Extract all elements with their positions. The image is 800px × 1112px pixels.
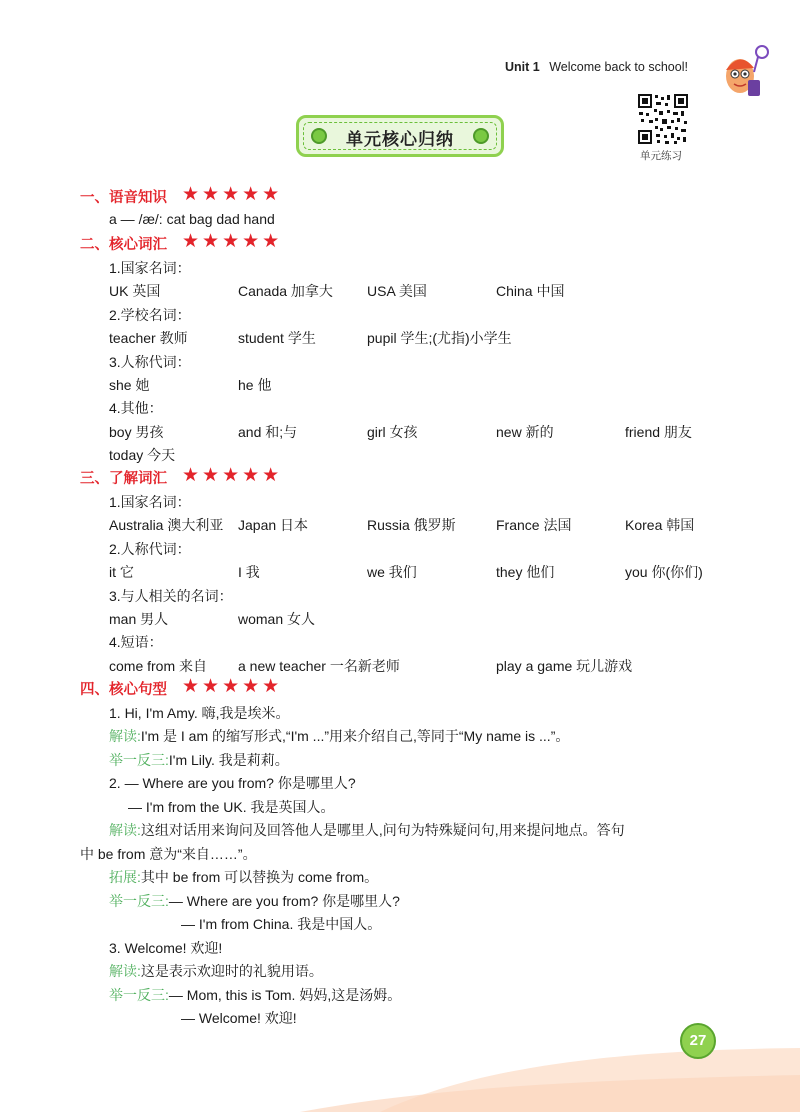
unit-number: Unit 1 (505, 60, 540, 74)
vocab-item: France 法国 (496, 517, 572, 533)
explain-label: 解读: (109, 728, 141, 744)
sentence-line: 1. Hi, I'm Amy. 嗨,我是埃米。 (109, 705, 290, 721)
star-rating-icon: ★★★★★ (182, 230, 283, 252)
vocab-item: USA 美国 (367, 283, 427, 299)
vocab-item: new 新的 (496, 424, 554, 440)
sentence-line: — Welcome! 欢迎! (181, 1010, 297, 1026)
qr-code-icon[interactable] (637, 93, 689, 145)
page-title: 单元核心归纳 (346, 130, 454, 150)
star-rating-icon: ★★★★★ (182, 675, 283, 697)
explain-text: 这是表示欢迎时的礼貌用语。 (140, 963, 323, 979)
vocab-item: teacher 教师 (109, 330, 188, 346)
subheading: 4.其他： (109, 400, 163, 416)
sentence-line: 2. — Where are you from? 你是哪里人? (109, 775, 356, 791)
vocab-item: China 中国 (496, 283, 565, 299)
star-rating-icon: ★★★★★ (182, 464, 283, 486)
phonics-line: a — /æ/: cat bag dad hand (109, 211, 275, 227)
subheading: 1.国家名词： (109, 494, 191, 510)
sentence-line: 中 be from 意为“来自……”。 (80, 846, 257, 862)
section-title-extra-vocab: 三、了解词汇 (80, 471, 167, 487)
vocab-item: it 它 (109, 564, 134, 580)
vocab-item: you 你(你们) (625, 564, 703, 580)
qr-label: 单元练习 (640, 150, 682, 162)
example-label: 举一反三: (109, 893, 169, 909)
vocab-item: girl 女孩 (367, 424, 418, 440)
sentence-line (109, 750, 289, 770)
subheading: 3.人称代词： (109, 354, 191, 370)
subheading: 1.国家名词： (109, 260, 191, 276)
vocab-item: boy 男孩 (109, 424, 164, 440)
explain-text: I'm 是 I am 的缩写形式,“I'm ...”用来介绍自己,等同于“My name is ...”。 (140, 728, 570, 744)
vocab-item: he 他 (238, 377, 272, 393)
sentence-line: 3. Welcome! 欢迎! (109, 940, 223, 956)
section-title-core-vocab: 二、核心词汇 (80, 237, 167, 253)
vocab-item: UK 英国 (109, 283, 161, 299)
explain-text: 这组对话用来询问及回答他人是哪里人,问句为特殊疑问句,用来提问地点。答句 (140, 822, 625, 838)
section-title-key-sentences: 四、核心句型 (80, 682, 167, 698)
vocab-item: play a game 玩儿游戏 (496, 658, 633, 674)
mascot-icon (718, 42, 770, 102)
vocab-item: man 男人 (109, 611, 169, 627)
vocab-item: pupil 学生;(尤指)小学生 (367, 330, 512, 346)
vocab-item: woman 女人 (238, 611, 316, 627)
subheading: 2.人称代词： (109, 541, 191, 557)
vocab-item: we 我们 (367, 564, 417, 580)
explain-label: 解读: (109, 963, 141, 979)
section-title-phonics: 一、语音知识 (80, 190, 167, 206)
vocab-item: she 她 (109, 377, 150, 393)
sentence-line (109, 820, 625, 840)
explain-label: 解读: (109, 822, 141, 838)
vocab-item: and 和;与 (238, 424, 298, 440)
example-label: 举一反三: (109, 987, 169, 1003)
vocab-item: Japan 日本 (238, 517, 309, 533)
vocab-item: today 今天 (109, 447, 176, 463)
vocab-item: Australia 澳大利亚 (109, 517, 224, 533)
sentence-line (109, 867, 378, 887)
extension-label: 拓展: (109, 869, 141, 885)
sentence-line: — I'm from China. 我是中国人。 (181, 916, 382, 932)
vocab-item: Russia 俄罗斯 (367, 517, 456, 533)
star-rating-icon: ★★★★★ (182, 183, 283, 205)
vocab-item: student 学生 (238, 330, 316, 346)
sentence-line (109, 891, 400, 911)
vocab-item: Korea 韩国 (625, 517, 695, 533)
subheading: 2.学校名词： (109, 307, 191, 323)
vocab-item: they 他们 (496, 564, 555, 580)
vocab-item: come from 来自 (109, 658, 208, 674)
unit-title: Welcome back to school! (549, 60, 688, 74)
unit-header (505, 60, 688, 74)
vocab-item: I 我 (238, 564, 260, 580)
sentence-line (109, 961, 323, 981)
page-number: 27 (680, 1023, 716, 1059)
sentence-line (109, 985, 401, 1005)
example-label: 举一反三: (109, 752, 169, 768)
vocab-item: a new teacher 一名新老师 (238, 658, 400, 674)
vocab-item: friend 朋友 (625, 424, 692, 440)
sentence-line: — I'm from the UK. 我是英国人。 (128, 799, 335, 815)
sentence-line (109, 726, 569, 746)
example-text: — Where are you from? 你是哪里人? (168, 893, 400, 909)
example-text: — Mom, this is Tom. 妈妈,这是汤姆。 (168, 987, 402, 1003)
subheading: 3.与人相关的名词： (109, 588, 233, 604)
extension-text: 其中 be from 可以替换为 come from。 (140, 869, 379, 885)
example-text: I'm Lily. 我是莉莉。 (168, 752, 289, 768)
subheading: 4.短语： (109, 634, 163, 650)
vocab-item: Canada 加拿大 (238, 283, 333, 299)
page-title-box (296, 115, 504, 157)
